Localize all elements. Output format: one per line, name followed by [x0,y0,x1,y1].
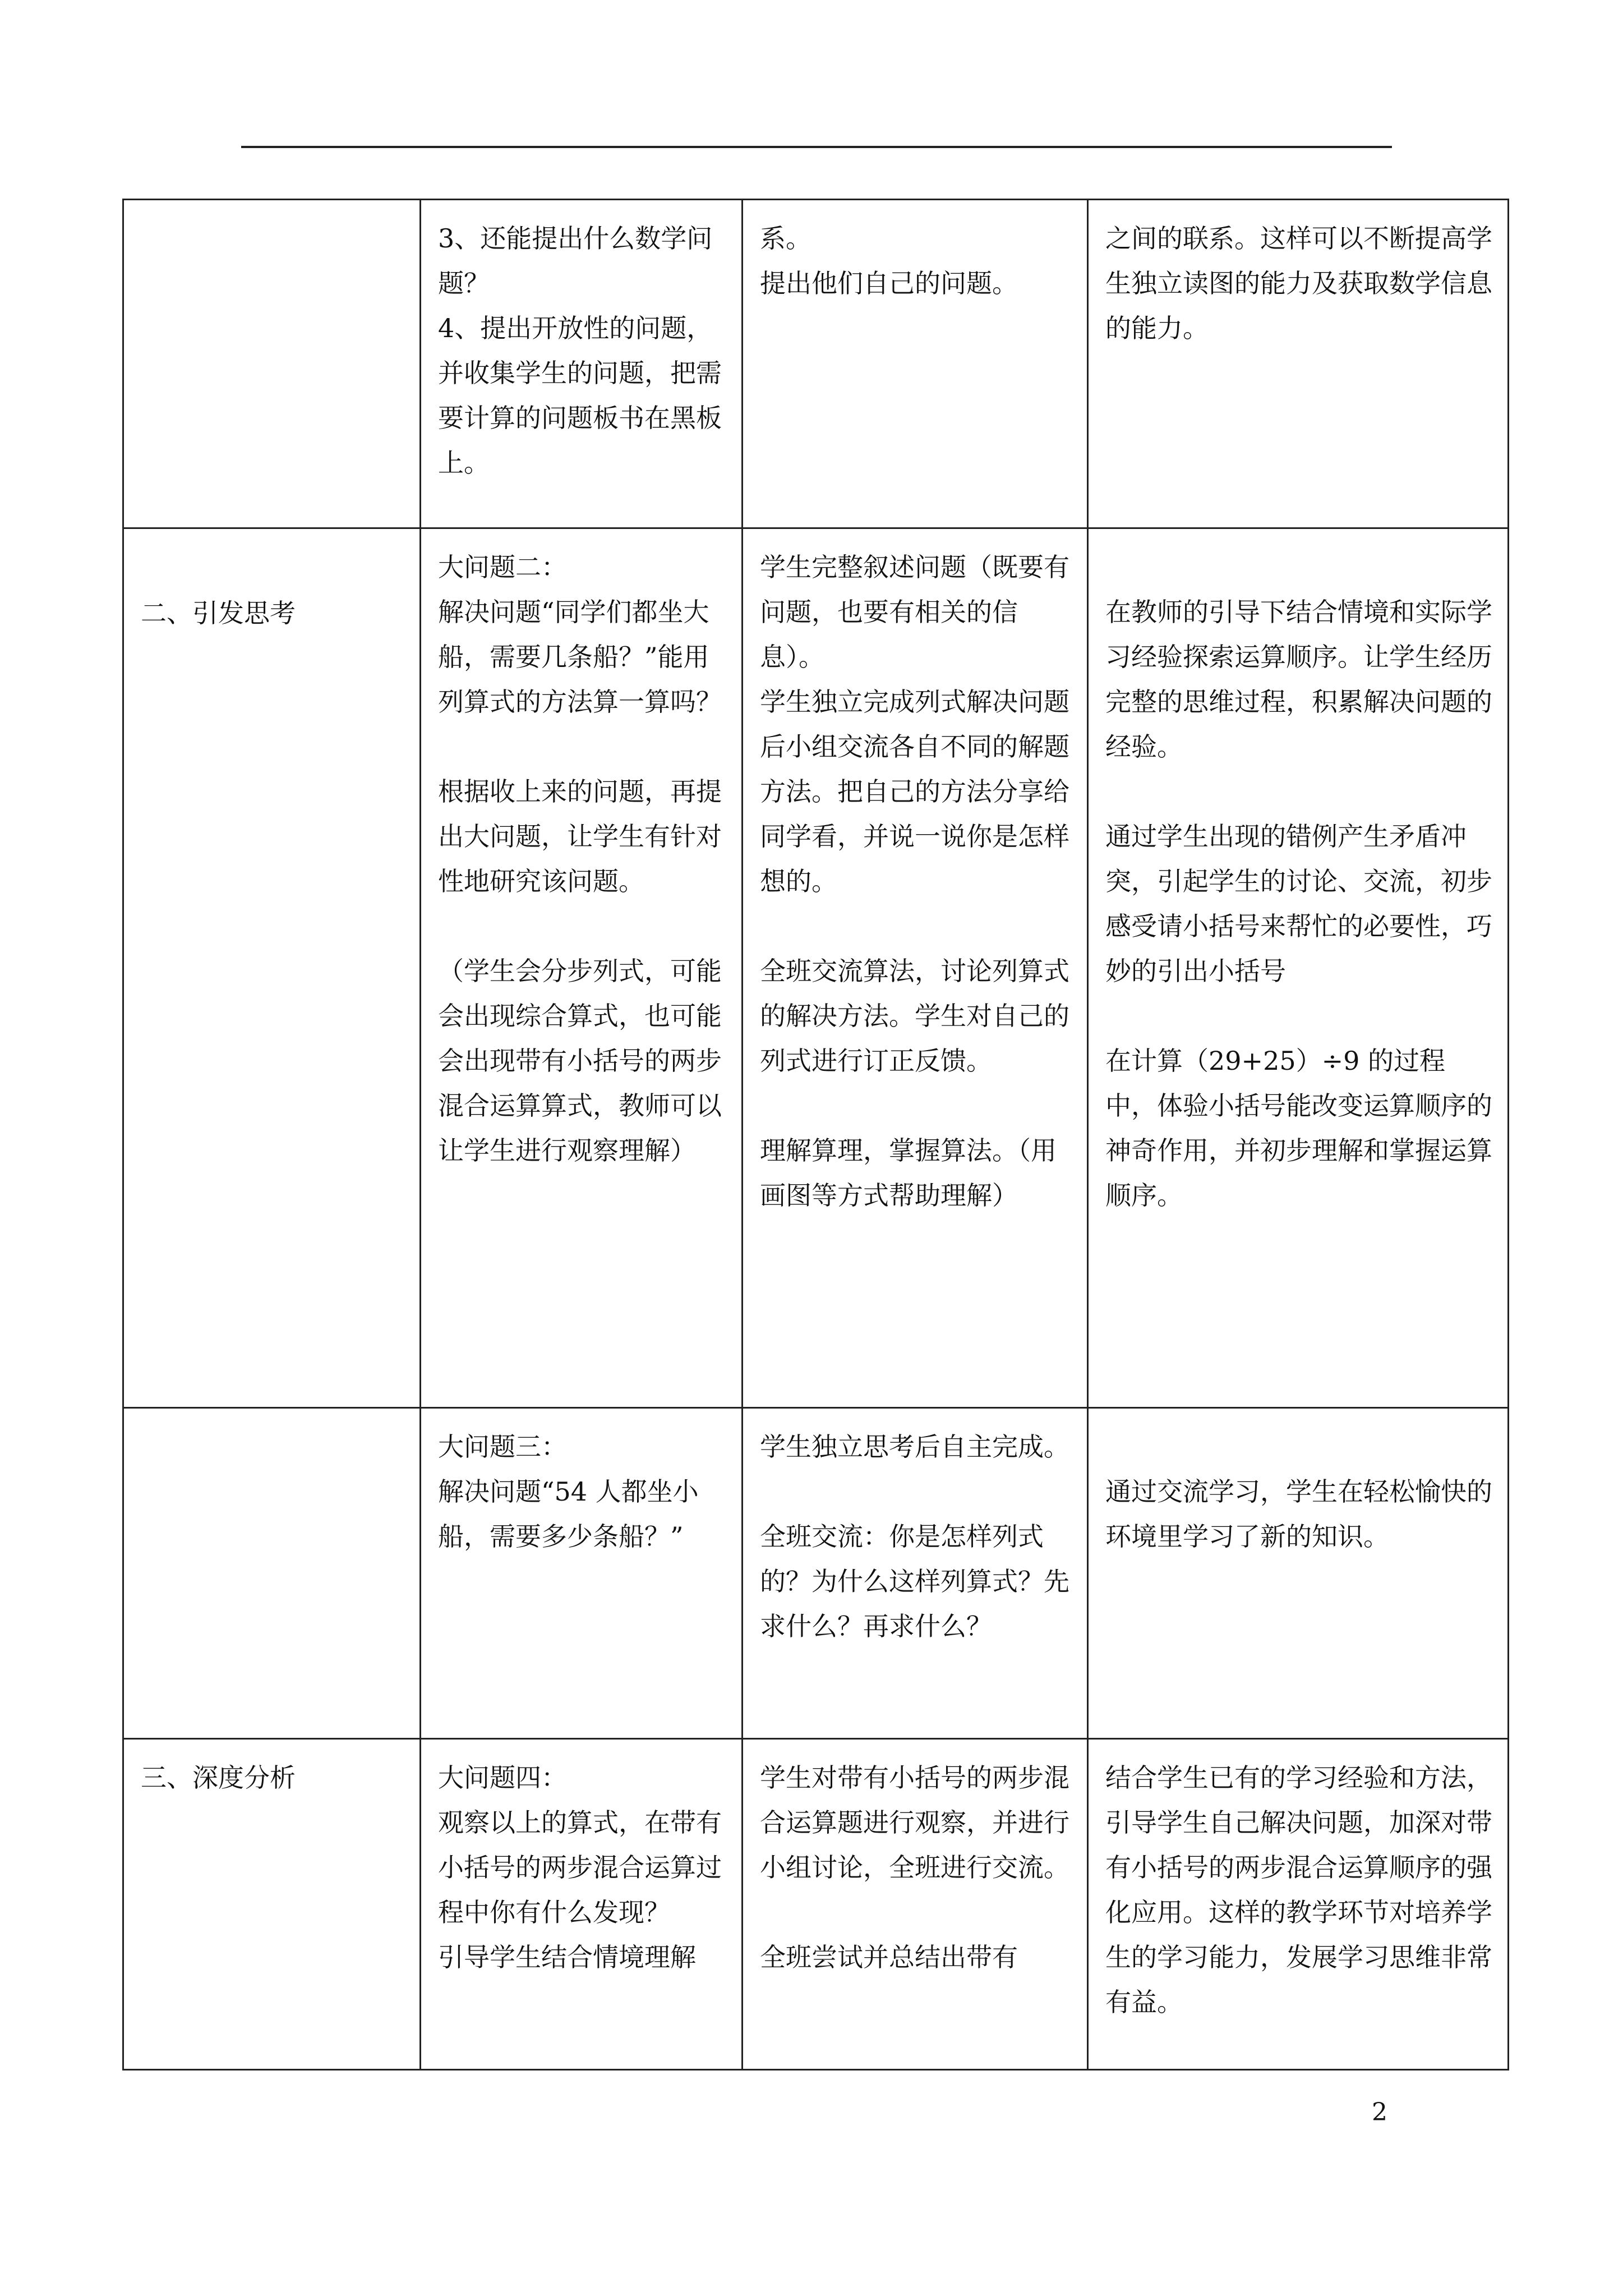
page-number: 2 [1372,2098,1387,2127]
header-rule [241,146,1392,148]
student-activity-cell: 学生对带有小括号的两步混合运算题进行观察，并进行小组讨论，全班进行交流。 全班尝试并总结出带有 [743,1739,1088,2070]
table-row [123,1408,1509,1739]
teacher-activity-cell: 大问题四： 观察以上的算式，在带有小括号的两步混合运算过程中你有什么发现？ 引导学生结合情境理解 [421,1739,743,2070]
teacher-activity-cell: 大问题三： 解决问题“54 人都坐小船，需要多少条船？” [421,1408,743,1739]
student-activity-cell: 系。 提出他们自己的问题。 [743,200,1088,528]
design-intent-cell: 之间的联系。这样可以不断提高学生独立读图的能力及获取数学信息的能力。 [1088,200,1509,528]
stage-cell: 二、引发思考 [123,528,421,1408]
stage-cell [123,1408,421,1739]
table-row [123,528,1509,1408]
design-intent-cell: 通过交流学习，学生在轻松愉快的环境里学习了新的知识。 [1088,1408,1509,1739]
stage-cell: 三、深度分析 [123,1739,421,2070]
teacher-activity-cell: 大问题二： 解决问题“同学们都坐大船，需要几条船？”能用列算式的方法算一算吗？ 根据收上来的问题，再提出大问题，让学生有针对性地研究该问题。 （学生会分步列式，可能会出现综合算式，也可能会出现带有小括号的两步混合运算算式，教师可以让学生进行观察理解） [421,528,743,1408]
student-activity-cell: 学生完整叙述问题（既要有问题，也要有相关的信息）。 学生独立完成列式解决问题后小组交流各自不同的解题方法。把自己的方法分享给同学看，并说一说你是怎样想的。 全班交流算法，讨论列算式的解决方法。学生对自己的列式进行订正反馈。 理解算理，掌握算法。（用画图等方式帮助理解） [743,528,1088,1408]
design-intent-cell: 结合学生已有的学习经验和方法，引导学生自己解决问题，加深对带有小括号的两步混合运算顺序的强化应用。这样的教学环节对培养学生的学习能力，发展学习思维非常有益。 [1088,1739,1509,2070]
table-row [123,200,1509,528]
student-activity-cell: 学生独立思考后自主完成。 全班交流：你是怎样列式的？为什么这样列算式？先求什么？再求什么？ [743,1408,1088,1739]
design-intent-cell: 在教师的引导下结合情境和实际学习经验探索运算顺序。让学生经历完整的思维过程，积累解决问题的经验。 通过学生出现的错例产生矛盾冲突，引起学生的讨论、交流，初步感受请小括号来帮忙的必要性，巧妙的引出小括号 在计算（29+25）÷9 的过程中，体验小括号能改变运算顺序的神奇作用，并初步理解和掌握运算顺序。 [1088,528,1509,1408]
stage-cell [123,200,421,528]
table-row [123,1739,1509,2070]
lesson-plan-table [122,199,1509,2070]
teacher-activity-cell: 3、还能提出什么数学问题？ 4、提出开放性的问题，并收集学生的问题，把需要计算的问题板书在黑板上。 [421,200,743,528]
